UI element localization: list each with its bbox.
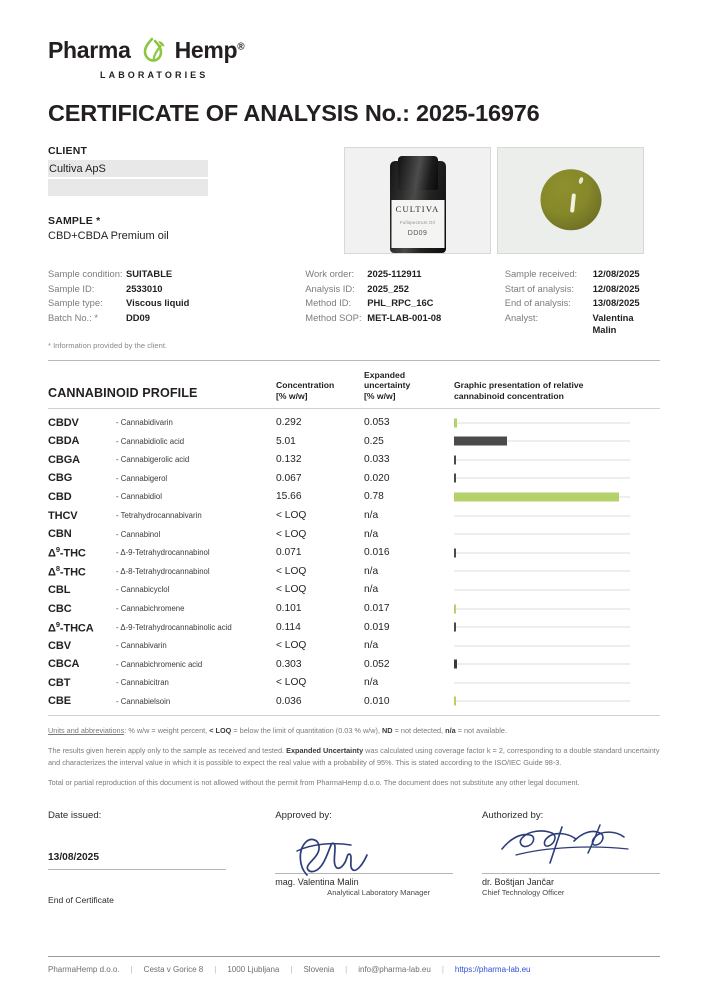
metadata-row [48, 312, 305, 324]
concentration-bar [454, 548, 456, 557]
metadata-value: 12/08/2025 [592, 268, 640, 279]
date-issued-label: Date issued: [48, 810, 102, 822]
authorized-by-name: dr. Boštjan Jančar [482, 877, 555, 888]
column-header-concentration: Concentration [% w/w] [276, 380, 335, 401]
table-header-row [48, 361, 660, 409]
cannabinoid-abbreviation: CBDV [48, 416, 79, 429]
table-row [48, 618, 660, 637]
metadata-row [305, 268, 504, 280]
bar-track [454, 589, 630, 590]
concentration-value: 0.114 [276, 621, 301, 633]
bar-track [454, 701, 630, 702]
reproduction-note: Total or partial reproduction of this document is not allowed without the permit from PharmaHemp d.o.o. The document does not substitute any other legal document. [48, 778, 580, 787]
concentration-value: 0.303 [276, 658, 302, 670]
metadata-row [305, 283, 504, 295]
uncertainty-value: 0.25 [364, 435, 384, 447]
uncertainty-value: 0.78 [364, 491, 384, 503]
sample-metadata [48, 268, 660, 336]
cannabinoid-name: - Cannabidiolic acid [116, 436, 185, 446]
cannabinoid-abbreviation: CBDA [48, 435, 80, 448]
end-of-certificate: End of Certificate [48, 895, 114, 906]
signature-authorized-icon [496, 819, 636, 872]
metadata-value: Viscous liquid [126, 297, 190, 309]
concentration-bar [454, 474, 456, 483]
table-title: CANNABINOID PROFILE [48, 386, 198, 401]
signature-approved-icon [289, 831, 419, 884]
bar-track [454, 571, 630, 572]
concentration-value: < LOQ [276, 565, 307, 577]
metadata-row [505, 268, 660, 280]
metadata-row [505, 312, 660, 336]
uncertainty-value: n/a [364, 640, 379, 652]
bar-track [454, 664, 630, 665]
column-header-uncertainty: Expanded uncertainty [% w/w] [364, 369, 411, 401]
concentration-value: 15.66 [276, 491, 302, 503]
cannabinoid-abbreviation: CBV [48, 639, 71, 652]
cannabinoid-abbreviation: CBL [48, 583, 71, 596]
concentration-value: 0.101 [276, 603, 302, 615]
concentration-bar [454, 623, 456, 632]
concentration-bar-cell [454, 413, 660, 432]
concentration-bar-cell [454, 469, 660, 488]
uncertainty-note: The results given herein apply only to the sample as received and tested. Expanded Uncertainty was calculated using coverage factor k = 2, corresponding to a double standard uncertainty and characterizes the interval value in which it is possible to expect the real value with a probability of 95%. This is stated according to the ISO/IEC Guide 98-3. [48, 746, 660, 767]
metadata-key: Method ID: [305, 297, 352, 309]
cannabinoid-name: - Tetrahydrocannabivarin [116, 511, 202, 521]
bar-track [454, 422, 630, 423]
client-address [48, 179, 208, 196]
footer-rule [48, 956, 660, 957]
footer-separator: | [214, 965, 217, 974]
concentration-bar [454, 455, 456, 464]
concentration-value: 0.036 [276, 695, 302, 707]
cannabinoid-name: - Δ-8-Tetrahydrocannabinol [116, 566, 210, 576]
authorized-signature-line [482, 873, 660, 874]
cannabinoid-abbreviation: CBCA [48, 658, 80, 671]
table-row [48, 543, 660, 562]
metadata-value: 12/08/2025 [592, 282, 640, 294]
metadata-key: Batch No.: * [48, 311, 99, 323]
metadata-column-1 [48, 268, 305, 336]
concentration-value: < LOQ [276, 510, 307, 522]
uncertainty-value: 0.010 [364, 695, 390, 707]
table-row [48, 692, 660, 711]
footer-country: Slovenia [303, 965, 335, 974]
cannabinoid-name: - Cannabidiol [116, 492, 162, 502]
concentration-bar [454, 437, 507, 446]
product-photos [344, 147, 644, 254]
cannabinoid-table-body [48, 409, 660, 711]
metadata-value: 2025_252 [367, 282, 409, 294]
bar-track [454, 608, 630, 609]
cannabinoid-name: - Cannabinol [116, 529, 161, 539]
metadata-row [48, 268, 305, 280]
page-footer [48, 956, 660, 974]
cannabinoid-abbreviation: CBE [48, 695, 71, 708]
cannabinoid-abbreviation: $\Delta^8$-THC [48, 564, 86, 579]
concentration-bar-cell [454, 543, 660, 562]
column-header-graph: Graphic presentation of relative cannabinoid concentration [454, 380, 584, 401]
concentration-bar-cell [454, 674, 660, 693]
metadata-key: Sample ID: [48, 282, 95, 294]
cannabinoid-abbreviation: CBG [48, 472, 73, 485]
sample-label: SAMPLE * [48, 215, 101, 227]
concentration-bar-cell [454, 599, 660, 618]
concentration-bar-cell [454, 618, 660, 637]
concentration-bar-cell [454, 525, 660, 544]
metadata-column-2 [305, 268, 504, 336]
uncertainty-value: n/a [364, 510, 379, 522]
table-row [48, 525, 660, 544]
cannabinoid-abbreviation: THCV [48, 509, 78, 522]
footer-separator: | [441, 965, 444, 974]
table-row [48, 674, 660, 693]
bar-track [454, 552, 630, 553]
bar-track [454, 515, 630, 516]
concentration-value: < LOQ [276, 640, 307, 652]
table-row [48, 655, 660, 674]
concentration-value: < LOQ [276, 584, 307, 596]
metadata-key: Method SOP: [305, 311, 362, 323]
metadata-row [48, 297, 305, 309]
uncertainty-value: 0.016 [364, 547, 390, 559]
cannabinoid-name: - Cannabichromene [116, 604, 185, 614]
footer-website-link[interactable]: https://pharma-lab.eu [454, 965, 531, 974]
logo-text-hemp: Hemp® [174, 36, 245, 63]
footer-company: PharmaHemp d.o.o. [48, 965, 120, 974]
metadata-value: DD09 [126, 311, 150, 323]
approved-by-role: Analytical Laboratory Manager [327, 888, 431, 898]
uncertainty-value: n/a [364, 584, 379, 596]
units-label: Units and abbreviations [48, 725, 125, 735]
cannabinoid-abbreviation: CBT [48, 676, 71, 689]
metadata-row [305, 312, 504, 324]
uncertainty-value: 0.053 [364, 417, 390, 429]
footer-email[interactable]: info@pharma-lab.eu [358, 965, 431, 974]
table-row [48, 469, 660, 488]
signature-section [48, 810, 660, 905]
bar-track [454, 627, 630, 628]
footer-city: 1000 Ljubljana [227, 965, 280, 974]
concentration-bar [454, 418, 457, 427]
uncertainty-value: 0.017 [364, 603, 390, 615]
client-info-note: * Information provided by the client. [48, 340, 168, 350]
cannabinoid-abbreviation: CBGA [48, 453, 80, 466]
uncertainty-value: n/a [364, 677, 379, 689]
approved-by-label: Approved by: [275, 810, 332, 822]
cannabinoid-name: - Cannabichromenic acid [116, 659, 203, 669]
metadata-value: 2025-112911 [367, 268, 422, 279]
concentration-value: < LOQ [276, 528, 307, 540]
table-row [48, 450, 660, 469]
concentration-value: 0.292 [276, 417, 302, 429]
table-row [48, 562, 660, 581]
concentration-value: < LOQ [276, 677, 307, 689]
footer-street: Cesta v Gorice 8 [143, 965, 204, 974]
metadata-value: SUITABLE [126, 268, 173, 279]
metadata-value: 13/08/2025 [592, 297, 640, 309]
units-abbreviations-note: Units and abbreviations: % w/w = weight percent, < LOQ = below the limit of quantitation (0.03 % w/w), ND = not detected, n/a = not available. [48, 725, 507, 735]
client-sample-section [48, 145, 660, 254]
concentration-bar [454, 660, 457, 669]
table-row [48, 413, 660, 432]
concentration-bar-cell [454, 655, 660, 674]
metadata-key: Analysis ID: [305, 282, 355, 294]
uncertainty-value: n/a [364, 528, 379, 540]
metadata-key: Work order: [305, 268, 355, 279]
table-row [48, 636, 660, 655]
client-name: Cultiva ApS [48, 160, 208, 177]
cannabinoid-name: - Cannabicitran [116, 678, 169, 688]
cannabinoid-name: - Cannabidivarin [116, 418, 173, 428]
page-title: CERTIFICATE OF ANALYSIS No.: 2025-16976 [48, 100, 540, 126]
sample-name: CBD+CBDA Premium oil [48, 230, 169, 242]
uncertainty-value: 0.019 [364, 621, 390, 633]
concentration-bar [454, 697, 456, 706]
metadata-key: End of analysis: [504, 297, 571, 309]
bar-track [454, 459, 630, 460]
concentration-bar-cell [454, 488, 660, 507]
concentration-bar-cell [454, 432, 660, 451]
authorized-by-label: Authorized by: [482, 810, 544, 822]
cannabinoid-abbreviation: CBD [48, 490, 72, 503]
client-label: CLIENT [48, 145, 88, 157]
brand-logo [48, 0, 660, 80]
bar-track [454, 534, 630, 535]
bar-track [454, 478, 630, 479]
metadata-key: Sample received: [504, 268, 578, 279]
concentration-bar-cell [454, 692, 660, 711]
footer-separator: | [290, 965, 293, 974]
metadata-row [48, 283, 305, 295]
metadata-row [505, 283, 660, 295]
uncertainty-value: n/a [364, 565, 379, 577]
concentration-bar-cell [454, 450, 660, 469]
cannabinoid-name: - Cannabielsoin [116, 696, 171, 706]
oil-droplet-photo [497, 147, 644, 254]
concentration-value: 0.071 [276, 547, 302, 559]
table-row [48, 506, 660, 525]
cannabinoid-name: - Δ-9-Tetrahydrocannabinol [116, 548, 210, 558]
concentration-bar-cell [454, 636, 660, 655]
bottle-subtitle-text: Fullspectrum Oil [400, 220, 435, 225]
cannabinoid-name: - Cannabicyclol [116, 585, 170, 595]
hemp-leaf-icon [138, 36, 168, 64]
approved-by-name: mag. Valentina Malin [275, 877, 359, 888]
date-issued-block [48, 810, 275, 905]
cannabinoid-name: - Δ-9-Tetrahydrocannabinolic acid [116, 622, 232, 632]
cannabinoid-name: - Cannabigerolic acid [116, 455, 190, 465]
cannabinoid-abbreviation: CBN [48, 528, 72, 541]
table-row [48, 432, 660, 451]
date-line [48, 869, 226, 870]
metadata-key: Start of analysis: [504, 282, 575, 294]
cannabinoid-name: - Cannabigerol [116, 473, 168, 483]
table-row [48, 581, 660, 600]
cannabinoid-abbreviation: CBC [48, 602, 72, 615]
concentration-bar-cell [454, 506, 660, 525]
concentration-value: 0.067 [276, 472, 302, 484]
metadata-key: Sample condition: [48, 268, 123, 279]
bottle-cap [398, 156, 438, 190]
table-row [48, 488, 660, 507]
concentration-bar [454, 492, 619, 501]
metadata-key: Sample type: [48, 297, 103, 309]
metadata-row [305, 297, 504, 309]
cannabinoid-abbreviation: $\Delta^9$-THC [48, 545, 86, 561]
bottle-batch-text: DD09 [407, 230, 428, 237]
cannabinoid-name: - Cannabivarin [116, 641, 167, 651]
metadata-row [505, 297, 660, 309]
date-issued-value: 13/08/2025 [48, 852, 99, 864]
bar-track [454, 682, 630, 683]
concentration-value: 5.01 [276, 435, 296, 447]
metadata-value: 2533010 [126, 282, 163, 294]
metadata-key: Analyst: [504, 311, 539, 323]
concentration-bar [454, 604, 456, 613]
approved-by-block [275, 810, 482, 905]
metadata-value: MET-LAB-001-08 [367, 311, 442, 323]
footer-separator: | [345, 965, 348, 974]
logo-text-pharma: Pharma [48, 36, 131, 63]
metadata-value: PHL_RPC_16C [367, 297, 434, 309]
authorized-by-block [482, 810, 660, 905]
product-bottle-photo [344, 147, 491, 254]
registered-trademark-icon: ® [237, 40, 245, 52]
concentration-value: 0.132 [276, 454, 302, 466]
uncertainty-value: 0.052 [364, 658, 390, 670]
cannabinoid-abbreviation: $\Delta^9$-THCA [48, 619, 94, 635]
authorized-by-role: Chief Technology Officer [482, 888, 565, 898]
metadata-value: Valentina Malin [592, 311, 634, 335]
uncertainty-value: 0.020 [364, 472, 390, 484]
bottle-brand-text: CULTIVA [395, 204, 440, 214]
table-bottom-rule [48, 715, 660, 716]
bar-track [454, 645, 630, 646]
table-row [48, 599, 660, 618]
concentration-bar-cell [454, 581, 660, 600]
bottle-label [391, 200, 444, 248]
metadata-column-3 [505, 268, 660, 336]
footer-separator: | [130, 965, 133, 974]
logo-subtitle: LABORATORIES [100, 70, 209, 80]
uncertainty-value: 0.033 [364, 454, 390, 466]
concentration-bar-cell [454, 562, 660, 581]
